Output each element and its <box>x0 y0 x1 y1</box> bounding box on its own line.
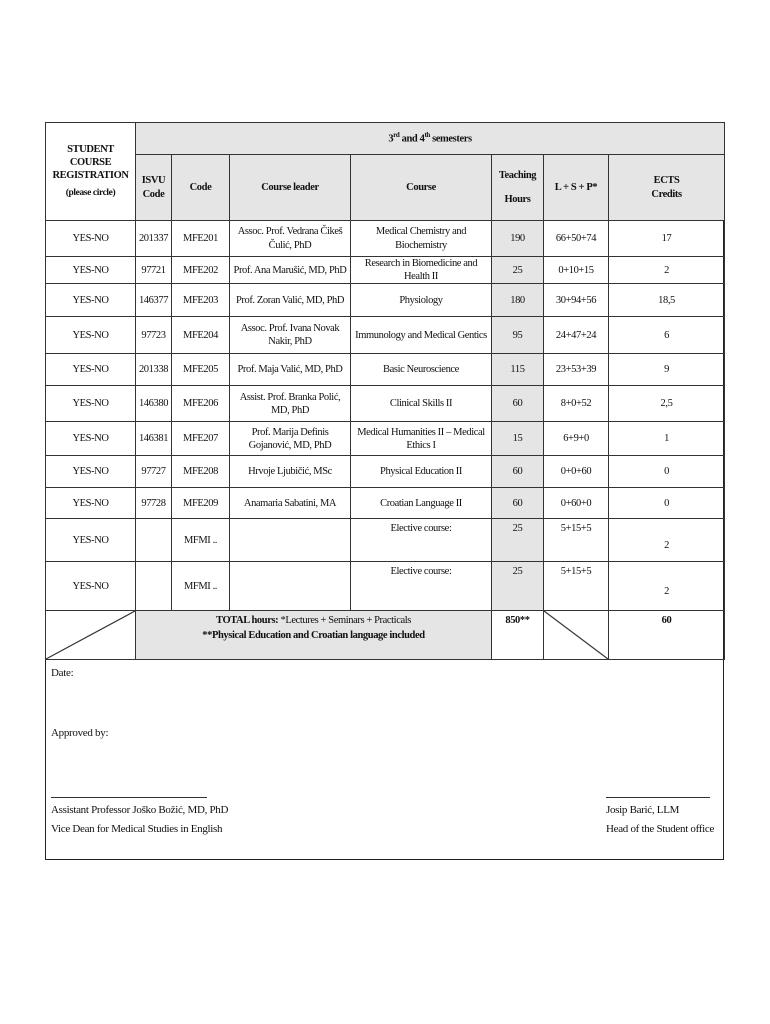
choice-cell[interactable]: YES-NO <box>46 386 136 422</box>
elective-row <box>46 519 725 562</box>
elective-isvu-cell[interactable] <box>136 519 172 562</box>
lsp-cell: 0+60+0 <box>544 488 609 519</box>
col-code-header: Code <box>172 155 230 221</box>
date-label: Date: <box>51 667 74 679</box>
ects-cell: 1 <box>609 422 725 456</box>
course-cell: Medical Chemistry and Biochemistry <box>351 221 492 257</box>
course-row <box>46 354 725 386</box>
elective-hours-cell: 25 <box>492 562 544 611</box>
total-label-cell <box>136 611 492 660</box>
code-cell: MFE204 <box>172 317 230 354</box>
code-cell: MFE201 <box>172 221 230 257</box>
isvu-cell: 146381 <box>136 422 172 456</box>
total-label-bold: TOTAL hours: <box>216 615 279 627</box>
isvu-cell: 201338 <box>136 354 172 386</box>
elective-isvu-cell[interactable] <box>136 562 172 611</box>
course-rows <box>46 221 725 611</box>
elective-choice-cell[interactable]: YES-NO <box>46 562 136 611</box>
elective-course-cell: Elective course: <box>351 519 492 562</box>
total-hours: 850** <box>492 611 544 660</box>
diagonal-line-right <box>544 611 608 659</box>
elective-ects-cell: 2 <box>609 519 725 562</box>
leader-cell: Anamaria Sabatini, MA <box>230 488 351 519</box>
code-cell: MFE205 <box>172 354 230 386</box>
ects-cell: 2 <box>609 257 725 284</box>
isvu-cell: 97721 <box>136 257 172 284</box>
semesters-header <box>136 123 725 155</box>
elective-code-cell: MFMI .. <box>172 519 230 562</box>
hours-cell: 15 <box>492 422 544 456</box>
elective-lsp-cell: 5+15+5 <box>544 519 609 562</box>
choice-cell[interactable]: YES-NO <box>46 317 136 354</box>
total-ects: 60 <box>609 611 725 660</box>
hours-cell: 60 <box>492 488 544 519</box>
lsp-cell: 0+0+60 <box>544 456 609 488</box>
elective-row <box>46 562 725 611</box>
total-diagonal-right <box>544 611 609 660</box>
code-cell: MFE206 <box>172 386 230 422</box>
course-cell: Immunology and Medical Gentics <box>351 317 492 354</box>
left-signature-line <box>51 797 207 798</box>
col-lsp-header: L + S + P* <box>544 155 609 221</box>
semesters-sup2: th <box>424 131 430 140</box>
isvu-cell: 97727 <box>136 456 172 488</box>
hours-cell: 60 <box>492 386 544 422</box>
course-cell: Croatian Language II <box>351 488 492 519</box>
lsp-cell: 23+53+39 <box>544 354 609 386</box>
choice-cell[interactable]: YES-NO <box>46 284 136 317</box>
leader-cell: Prof. Marija Definis Gojanović, MD, PhD <box>230 422 351 456</box>
hours-cell: 115 <box>492 354 544 386</box>
isvu-cell: 146380 <box>136 386 172 422</box>
hours-cell: 95 <box>492 317 544 354</box>
col-course-header: Course <box>351 155 492 221</box>
code-cell: MFE208 <box>172 456 230 488</box>
semesters-post: semesters <box>429 133 472 145</box>
leader-cell: Hrvoje Ljubičić, MSc <box>230 456 351 488</box>
ects-cell: 0 <box>609 488 725 519</box>
choice-cell[interactable]: YES-NO <box>46 257 136 284</box>
course-row <box>46 317 725 354</box>
left-signer-name: Assistant Professor Joško Božić, MD, PhD <box>51 804 229 816</box>
semesters-sup1: rd <box>393 131 400 140</box>
total-label <box>138 614 489 627</box>
course-cell: Physiology <box>351 284 492 317</box>
right-signer-name: Josip Barić, LLM <box>606 804 680 816</box>
approved-label: Approved by: <box>51 727 109 739</box>
elective-leader-cell[interactable] <box>230 519 351 562</box>
ects-cell: 6 <box>609 317 725 354</box>
lsp-cell: 0+10+15 <box>544 257 609 284</box>
choice-cell[interactable]: YES-NO <box>46 488 136 519</box>
lsp-cell: 30+94+56 <box>544 284 609 317</box>
hours-cell: 190 <box>492 221 544 257</box>
form-footer <box>45 661 724 860</box>
course-cell: Research in Biomedicine and Health II <box>351 257 492 284</box>
lsp-cell: 24+47+24 <box>544 317 609 354</box>
hours-cell: 180 <box>492 284 544 317</box>
isvu-cell: 146377 <box>136 284 172 317</box>
code-cell: MFE203 <box>172 284 230 317</box>
registration-title: STUDENT COURSE REGISTRATION <box>52 143 129 182</box>
ects-cell: 0 <box>609 456 725 488</box>
course-cell: Medical Humanities II – Medical Ethics I <box>351 422 492 456</box>
code-cell: MFE202 <box>172 257 230 284</box>
leader-cell: Prof. Ana Marušić, MD, PhD <box>230 257 351 284</box>
course-row <box>46 488 725 519</box>
col-isvu-header: ISVU Code <box>136 155 172 221</box>
leader-cell: Prof. Maja Valić, MD, PhD <box>230 354 351 386</box>
choice-cell[interactable]: YES-NO <box>46 422 136 456</box>
isvu-cell: 97723 <box>136 317 172 354</box>
elective-code-cell: MFMI .. <box>172 562 230 611</box>
hours-cell: 60 <box>492 456 544 488</box>
course-cell: Physical Education II <box>351 456 492 488</box>
leader-cell: Assoc. Prof. Ivana Novak Nakir, PhD <box>230 317 351 354</box>
course-row <box>46 221 725 257</box>
leader-cell: Prof. Zoran Valić, MD, PhD <box>230 284 351 317</box>
choice-cell[interactable]: YES-NO <box>46 354 136 386</box>
registration-table <box>45 122 725 660</box>
choice-cell[interactable]: YES-NO <box>46 456 136 488</box>
ects-cell: 2,5 <box>609 386 725 422</box>
course-row <box>46 284 725 317</box>
hours-cell: 25 <box>492 257 544 284</box>
elective-ects-cell: 2 <box>609 562 725 611</box>
diagonal-line-left <box>46 611 135 659</box>
col-ects-header: ECTS Credits <box>609 155 725 221</box>
course-row <box>46 386 725 422</box>
col-hours-header <box>492 155 544 221</box>
elective-choice-cell[interactable]: YES-NO <box>46 519 136 562</box>
semesters-mid: and 4 <box>399 133 425 145</box>
choice-cell[interactable]: YES-NO <box>46 221 136 257</box>
course-row <box>46 422 725 456</box>
elective-lsp-cell: 5+15+5 <box>544 562 609 611</box>
right-signer-title: Head of the Student office <box>606 823 715 835</box>
right-signature-line <box>606 797 710 798</box>
lsp-cell: 66+50+74 <box>544 221 609 257</box>
please-circle-note: (please circle) <box>65 188 116 199</box>
elective-course-cell: Elective course: <box>351 562 492 611</box>
semesters-num1: 3 <box>388 133 394 145</box>
col-hours-label: Teaching Hours <box>498 170 537 205</box>
course-cell: Basic Neuroscience <box>351 354 492 386</box>
total-label-rest: *Lectures + Seminars + Practicals <box>278 615 411 627</box>
registration-table-wrap <box>45 122 724 660</box>
leader-cell: Assoc. Prof. Vedrana Čikeš Čulić, PhD <box>230 221 351 257</box>
ects-cell: 17 <box>609 221 725 257</box>
lsp-cell: 8+0+52 <box>544 386 609 422</box>
course-row <box>46 257 725 284</box>
ects-cell: 9 <box>609 354 725 386</box>
isvu-cell: 97728 <box>136 488 172 519</box>
isvu-cell: 201337 <box>136 221 172 257</box>
col-leader-header: Course leader <box>230 155 351 221</box>
code-cell: MFE209 <box>172 488 230 519</box>
total-diagonal-left <box>46 611 136 660</box>
left-signer-title: Vice Dean for Medical Studies in English <box>51 823 223 835</box>
ects-cell: 18,5 <box>609 284 725 317</box>
lsp-cell: 6+9+0 <box>544 422 609 456</box>
course-row <box>46 456 725 488</box>
elective-leader-cell[interactable] <box>230 562 351 611</box>
leader-cell: Assist. Prof. Branka Polić, MD, PhD <box>230 386 351 422</box>
code-cell: MFE207 <box>172 422 230 456</box>
elective-hours-cell: 25 <box>492 519 544 562</box>
total-note: **Physical Education and Croatian language included <box>202 630 425 642</box>
registration-header-cell <box>46 123 136 221</box>
course-cell: Clinical Skills II <box>351 386 492 422</box>
